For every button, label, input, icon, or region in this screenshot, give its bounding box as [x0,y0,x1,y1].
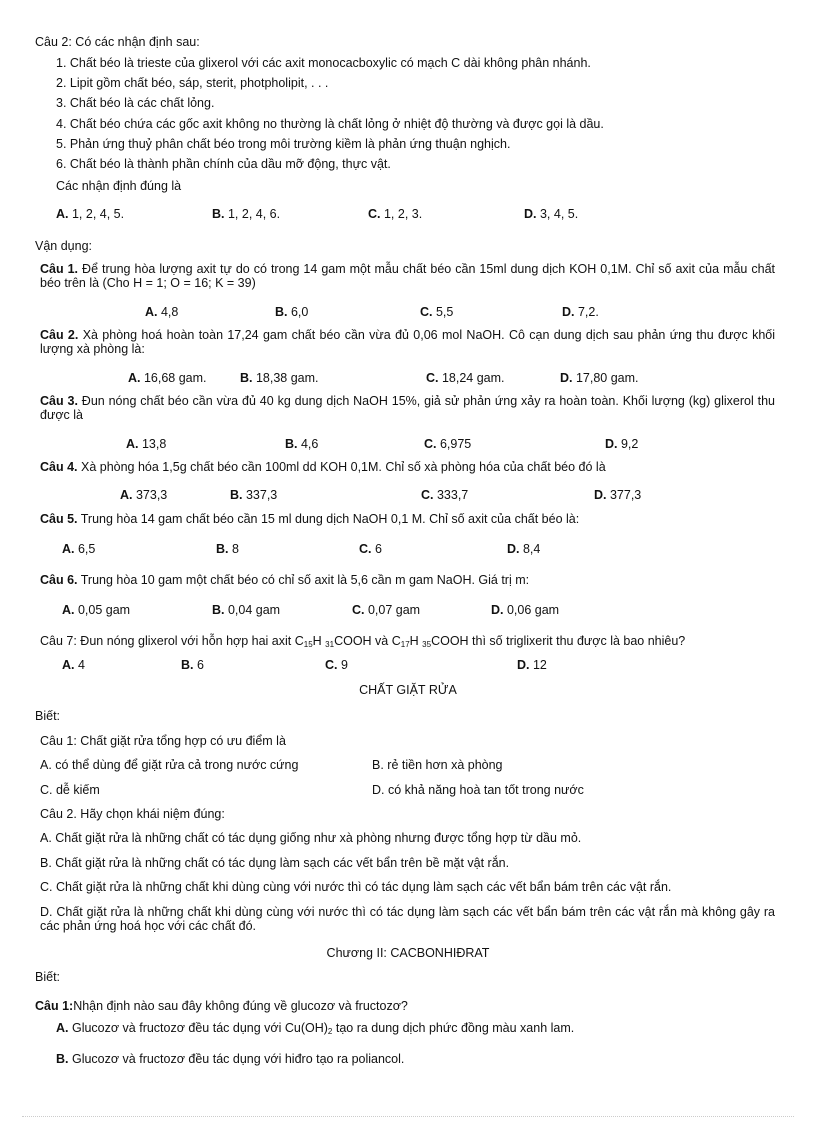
q2-item-6: 6. Chất béo là thành phần chính của dầu mỡ động, thực vật. [56,157,391,171]
gr1-option-c: C. dễ kiếm [40,783,100,797]
vd2-option-c: C. 18,24 gam. [426,371,505,385]
vd5-option-a: A. 6,5 [62,542,96,556]
section-van-dung: Vận dụng: [35,239,92,253]
gr1-option-b: B. rẻ tiền hơn xà phòng [372,758,503,772]
vd-question-5: Câu 5. Trung hòa 14 gam chất béo cần 15 ml dung dịch NaOH 0,1 M. Chỉ số axit của chất béo là: [40,512,580,526]
gr2-title: Câu 2. Hãy chọn khái niệm đúng: [40,807,225,821]
cb1-option-b: B. Glucozơ và fructozơ đều tác dụng với hiđro tạo ra poliancol. [56,1052,405,1066]
vd-question-7: Câu 7: Đun nóng glixerol với hỗn hợp hai axit $C_{15}H$ $_{31}$COOH và $C_{17}H$ $_{35}$COOH thì số triglixerit thu được là bao nhiêu? [40,634,686,649]
vd7-option-c: C. 9 [325,658,348,672]
vd3-option-c: C. 6,975 [424,437,472,451]
section-chat-giat-rua: CHẤT GIẶT RỬA [359,683,457,697]
vd4-option-b: B. 337,3 [230,488,278,502]
vd2-option-a: A. 16,68 gam. [128,371,207,385]
q2-option-d: D. 3, 4, 5. [524,207,579,221]
gr2-option-d: D. Chất giặt rửa là những chất khi dùng cùng với nước thì có tác dụng làm sạch các vết bẩn bám trên các vật rắn mà không gây ra các phản ứng hoá học với các chất đó. [40,905,775,933]
chapter-title: Chương II: CACBONHIĐRAT [326,946,490,960]
vd1-option-b: B. 6,0 [275,305,309,319]
gr1-title: Câu 1: Chất giặt rửa tổng hợp có ưu điểm là [40,734,286,748]
vd1-option-c: C. 5,5 [420,305,454,319]
vd2-option-b: B. 18,38 gam. [240,371,319,385]
vd-question-1: Câu 1. Để trung hòa lượng axit tự do có trong 14 gam một mẫu chất béo cần 15ml dung dịch KOH 0,1M. Chỉ số axit của mẫu chất béo trên là (Cho H = 1; O = 16; K = 39) [40,262,776,290]
q2-item-1: 1. Chất béo là trieste của glixerol với các axit monocacboxylic có mạch C dài không phân nhánh. [56,56,591,70]
vd4-option-c: C. 333,7 [421,488,469,502]
biet-label: Biết: [35,709,61,723]
vd3-option-a: A. 13,8 [126,437,167,451]
q2-prompt: Các nhận định đúng là [56,179,182,193]
q2-option-a: A. 1, 2, 4, 5. [56,207,125,221]
vd1-option-a: A. 4,8 [145,305,179,319]
vd4-option-d: D. 377,3 [594,488,642,502]
q2-option-c: C. 1, 2, 3. [368,207,423,221]
vd5-option-c: C. 6 [359,542,382,556]
vd-question-4: Câu 4. Xà phòng hóa 1,5g chất béo cần 100ml dd KOH 0,1M. Chỉ số xà phòng hóa của chất béo đó là [40,460,606,474]
q2-title: Câu 2: Có các nhận định sau: [35,35,200,49]
vd-question-6: Câu 6. Trung hòa 10 gam một chất béo có chỉ số axit là 5,6 cần m gam NaOH. Giá trị m: [40,573,530,587]
gr1-option-d: D. có khả năng hoà tan tốt trong nước [372,783,584,797]
gr1-option-a: A. có thể dùng để giặt rửa cả trong nước cứng [40,758,299,772]
vd-question-3: Câu 3. Đun nóng chất béo cần vừa đủ 40 kg dung dịch NaOH 15%, giả sử phản ứng xảy ra hoàn toàn. Khối lượng (kg) glixerol thu được là [40,394,775,422]
vd5-option-b: B. 8 [216,542,239,556]
cb1-option-a: A. Glucozơ và fructozơ đều tác dụng với $Cu(OH)_2$ tạo ra dung dịch phức đồng màu xanh lam. [56,1021,575,1036]
vd6-option-d: D. 0,06 gam [491,603,560,617]
vd2-option-d: D. 17,80 gam. [560,371,639,385]
vd5-option-d: D. 8,4 [507,542,541,556]
vd7-option-b: B. 6 [181,658,204,672]
vd6-option-c: C. 0,07 gam [352,603,421,617]
vd7-option-a: A. 4 [62,658,85,672]
q2-option-b: B. 1, 2, 4, 6. [212,207,281,221]
vd-question-2: Câu 2. Xà phòng hoá hoàn toàn 17,24 gam chất béo cần vừa đủ 0,06 mol NaOH. Cô cạn dung dịch sau phản ứng thu được khối lượng xà phòng là: [40,328,776,356]
q2-item-3: 3. Chất béo là các chất lỏng. [56,96,215,110]
q2-item-5: 5. Phản ứng thuỷ phân chất béo trong môi trường kiềm là phản ứng thuận nghịch. [56,137,511,151]
vd3-option-b: B. 4,6 [285,437,319,451]
vd4-option-a: A. 373,3 [120,488,168,502]
gr2-option-c: C. Chất giặt rửa là những chất khi dùng cùng với nước thì có tác dụng làm sạch các vết bẩn bám trên các vật rắn. [40,880,672,894]
q2-item-4: 4. Chất béo chứa các gốc axit không no thường là chất lỏng ở nhiệt độ thường và được gọi là dầu. [56,117,604,131]
q2-item-2: 2. Lipit gồm chất béo, sáp, sterit, photpholipit, . . . [56,76,329,90]
vd6-option-b: B. 0,04 gam [212,603,281,617]
page-bottom-divider [22,1116,794,1117]
vd3-option-d: D. 9,2 [605,437,639,451]
vd7-option-d: D. 12 [517,658,547,672]
gr2-option-a: A. Chất giặt rửa là những chất có tác dụng giống như xà phòng nhưng được tổng hợp từ dầu mỏ. [40,831,582,845]
biet-label-2: Biết: [35,970,61,984]
vd1-option-d: D. 7,2. [562,305,599,319]
gr2-option-b: B. Chất giặt rửa là những chất có tác dụng làm sạch các vết bẩn trên bề mặt vật rắn. [40,856,510,870]
vd6-option-a: A. 0,05 gam [62,603,131,617]
cb1-question: Câu 1:Nhận định nào sau đây không đúng về glucozơ và fructozơ? [35,999,408,1013]
